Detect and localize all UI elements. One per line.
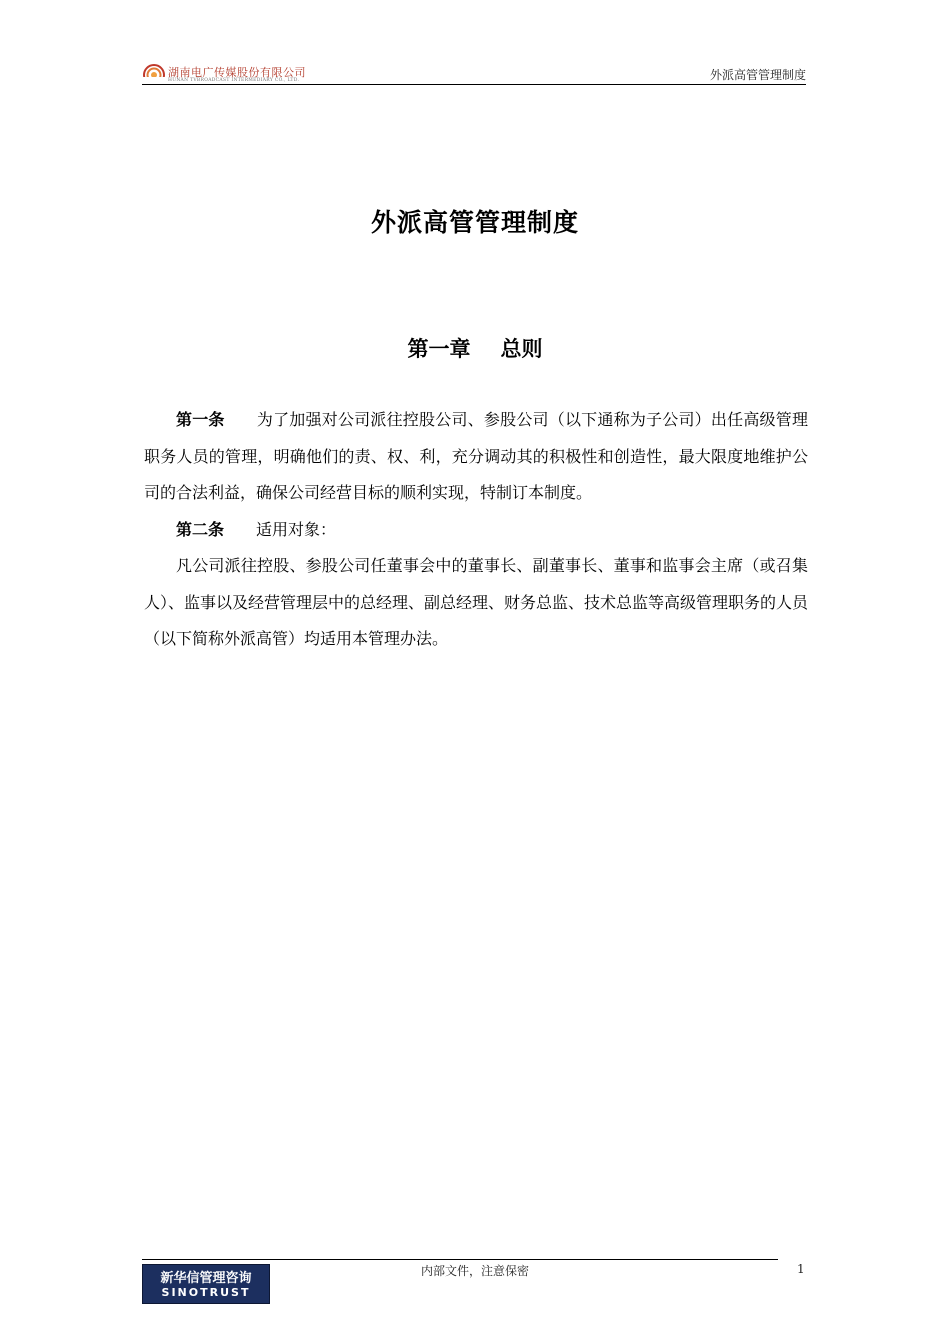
page-number: 1 — [797, 1262, 805, 1276]
header-divider — [142, 84, 806, 85]
sinotrust-logo-en: SINOTRUST — [161, 1286, 251, 1299]
article-2-paragraph: 凡公司派往控股、参股公司任董事会中的董事长、副董事长、董事和监事会主席（或召集人）、监事以及经营管理层中的总经理、副总经理、财务总监、技术总监等高级管理职务的人员（以下简称外派高管）均适用本管理办法。 — [144, 556, 809, 648]
chapter-name: 总则 — [500, 337, 543, 361]
chapter-number: 第一章 — [407, 337, 471, 361]
sinotrust-logo — [142, 1264, 270, 1304]
confidential-notice: 内部文件，注意保密 — [420, 1264, 529, 1278]
header-doc-title: 外派高管管理制度 — [709, 68, 806, 82]
sun-logo-icon — [142, 62, 166, 84]
article-text: 为了加强对公司派往控股公司、参股公司（以下通称为子公司）出任高级管理职务人员的管理，明确他们的责、权、利，充分调动其的积极性和创造性，最大限度地维护公司的合法利益，确保公司经营目标的顺利实现，特制订本制度。 — [144, 410, 808, 502]
company-name-en: HUNAN TVBROADCAST INTERMEDIARY CO., LTD. — [168, 78, 300, 83]
company-logo — [142, 62, 332, 86]
article-text: 适用对象： — [256, 519, 337, 539]
document-body — [144, 402, 808, 658]
article-label: 第一条 — [176, 410, 225, 429]
chapter-heading — [0, 333, 950, 363]
document-title: 外派高管管理制度 — [370, 208, 579, 237]
sinotrust-logo-cn: 新华信管理咨询 — [160, 1271, 252, 1286]
company-name: 湖南电广传媒股份有限公司 — [168, 66, 306, 79]
article-1 — [144, 402, 808, 512]
article-2 — [144, 512, 808, 549]
footer-divider — [142, 1259, 778, 1260]
article-label: 第二条 — [176, 519, 225, 539]
